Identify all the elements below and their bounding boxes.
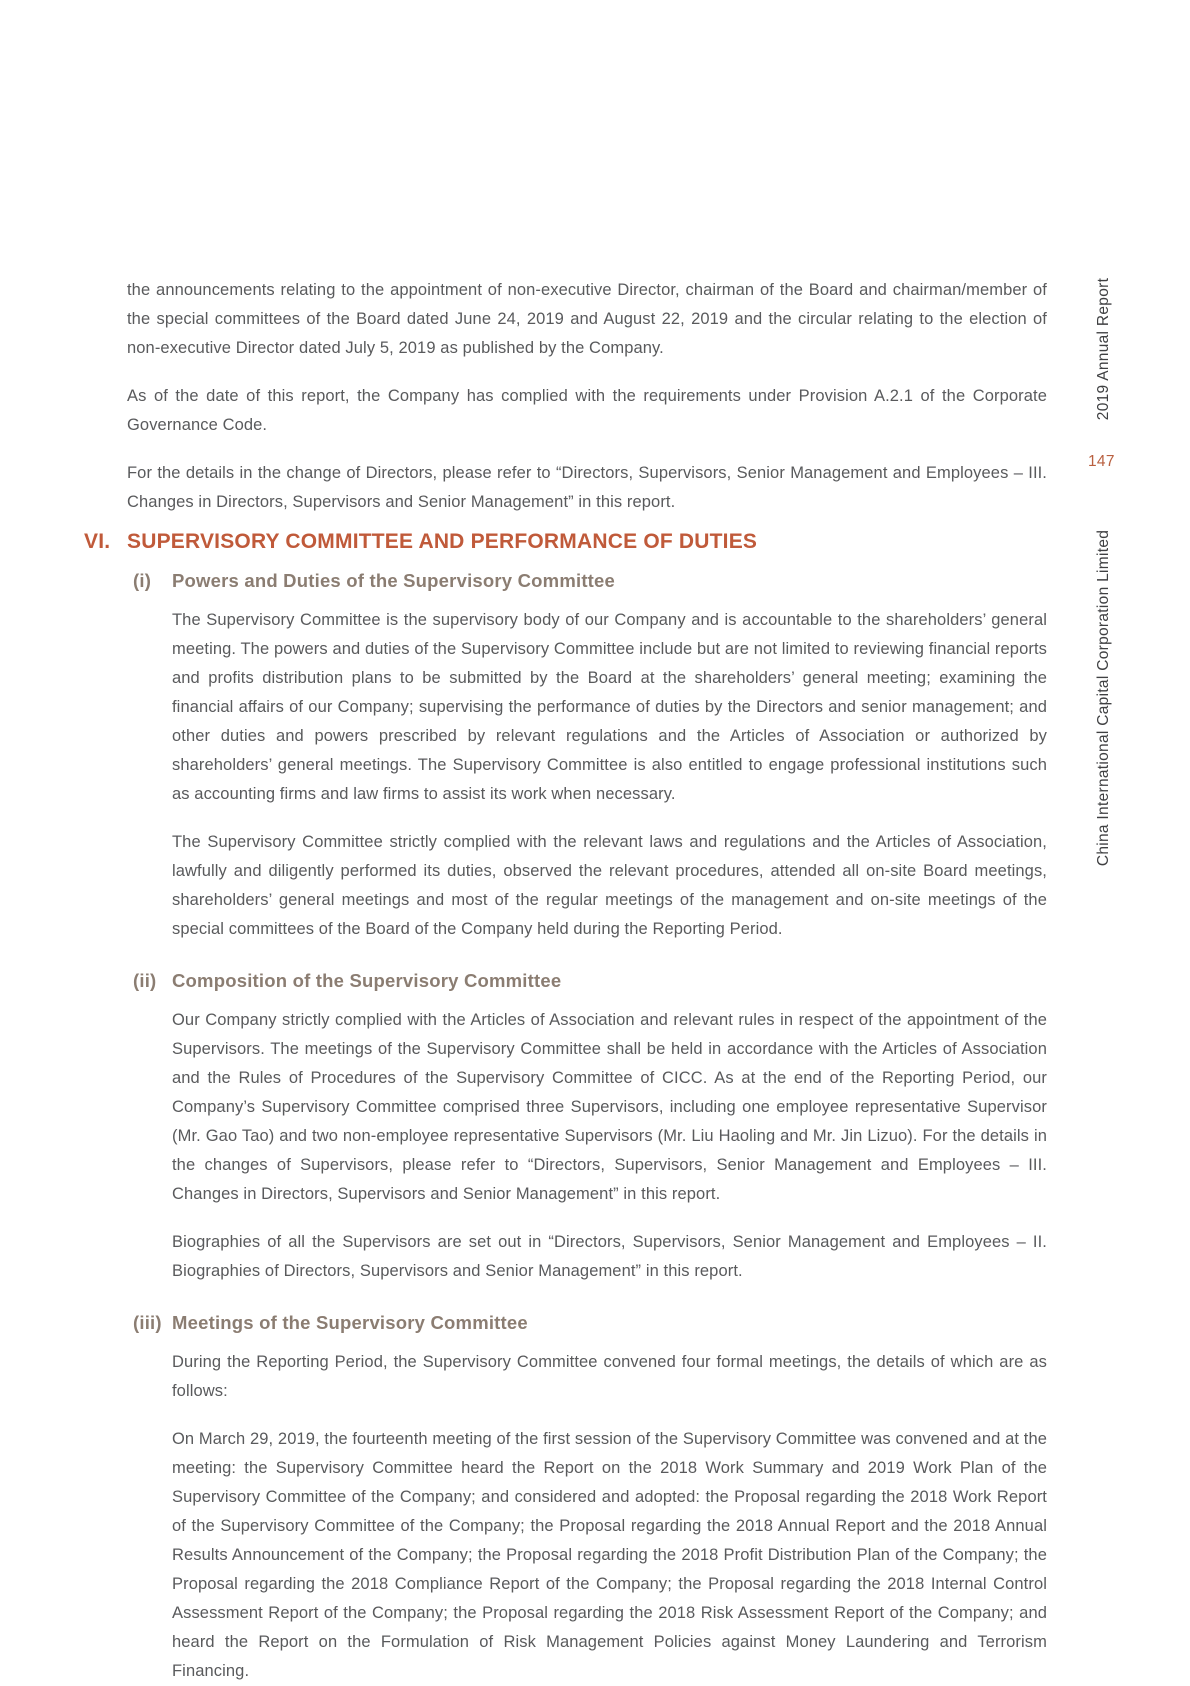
subsection-label: (i) (133, 570, 152, 591)
subsection-heading (133, 969, 1047, 993)
paragraph: The Supervisory Committee is the supervisory body of our Company and is accountable to the shareholders’ general meeting. The powers and duties of the Supervisory Committee include but are not limited to reviewing financial reports and profits distribution plans to be submitted by the Board at the shareholders’ general meeting; examining the financial affairs of our Company; supervising the performance of duties by the Directors and senior management; and other duties and powers prescribed by relevant regulations and the Articles of Association or authorized by shareholders’ general meetings. The Supervisory Committee is also entitled to engage professional institutions such as accounting firms and law firms to assist its work when necessary. (172, 611, 1047, 803)
paragraph: As of the date of this report, the Company has complied with the requirements under Provision A.2.1 of the Corporate Governance Code. (127, 387, 1047, 434)
subsection-title: Powers and Duties of the Supervisory Committee (172, 570, 616, 591)
subsection-title: Meetings of the Supervisory Committee (172, 1312, 528, 1333)
paragraph: For the details in the change of Directors, please refer to “Directors, Supervisors, Senior Management and Employees – III. Changes in Directors, Supervisors and Senior Management” in this report. (127, 464, 1047, 511)
section-title: SUPERVISORY COMMITTEE AND PERFORMANCE OF DUTIES (127, 530, 758, 553)
paragraph: On March 29, 2019, the fourteenth meeting of the first session of the Supervisory Committee was convened and at the meeting: the Supervisory Committee heard the Report on the 2018 Work Summary and 2019 Work Plan of the Supervisory Committee of the Company; and considered and adopted: the Proposal regarding the 2018 Work Report of the Supervisory Committee of the Company; the Proposal regarding the 2018 Annual Report and the 2018 Annual Results Announcement of the Company; the Proposal regarding the 2018 Profit Distribution Plan of the Company; the Proposal regarding the 2018 Compliance Report of the Company; the Proposal regarding the 2018 Internal Control Assessment Report of the Company; the Proposal regarding the 2018 Risk Assessment Report of the Company; and heard the Report on the Formulation of Risk Management Policies against Money Laundering and Terrorism Financing. (172, 1430, 1047, 1680)
page-number: 147 (1088, 453, 1115, 470)
paragraph: Our Company strictly complied with the Articles of Association and relevant rules in respect of the appointment of the Supervisors. The meetings of the Supervisory Committee shall be held in accordance with the Articles of Association and the Rules of Procedures of the Supervisory Committee of CICC. As at the end of the Reporting Period, our Company’s Supervisory Committee comprised three Supervisors, including one employee representative Supervisor (Mr. Gao Tao) and two non-employee representative Supervisors (Mr. Liu Haoling and Mr. Jin Lizuo). For the details in the changes of Supervisors, please refer to “Directors, Supervisors, Senior Management and Employees – III. Changes in Directors, Supervisors and Senior Management” in this report. (172, 1011, 1047, 1203)
paragraph: the announcements relating to the appointment of non-executive Director, chairman of the Board and chairman/member of the special committees of the Board dated June 24, 2019 and August 22, 2019 and the circular relating to the election of non-executive Director dated July 5, 2019 as published by the Company. (127, 281, 1047, 357)
subsection-meetings (133, 1311, 1047, 1686)
subsection-label: (ii) (133, 970, 157, 991)
subsection-body (172, 1348, 1047, 1686)
sidebar-company-name: China International Capital Corporation Limited (1095, 529, 1112, 867)
subsection-body (172, 1006, 1047, 1286)
section-number: VI. (84, 530, 111, 553)
subsection-title: Composition of the Supervisory Committee (172, 970, 562, 991)
subsection-composition (133, 969, 1047, 1286)
paragraph: The Supervisory Committee strictly complied with the relevant laws and regulations and the Articles of Association, lawfully and diligently performed its duties, observed the relevant procedures, attended all on-site Board meetings, shareholders’ general meetings and most of the regular meetings of the management and on-site meetings of the special committees of the Board of the Company held during the Reporting Period. (172, 833, 1047, 938)
subsection-body (172, 606, 1047, 944)
subsection-powers-and-duties (133, 569, 1047, 944)
subsection-label: (iii) (133, 1312, 162, 1333)
paragraph: During the Reporting Period, the Supervisory Committee convened four formal meetings, the details of which are as follows: (172, 1353, 1047, 1400)
main-text-column (84, 276, 1047, 1686)
paragraph: Biographies of all the Supervisors are set out in “Directors, Supervisors, Senior Management and Employees – II. Biographies of Directors, Supervisors and Senior Management” in this report. (172, 1233, 1047, 1280)
intro-paragraphs (127, 276, 1047, 517)
subsection-heading (133, 1311, 1047, 1335)
sidebar-report-title: 2019 Annual Report (1095, 277, 1112, 421)
subsection-heading (133, 569, 1047, 593)
section-heading (84, 528, 1047, 555)
